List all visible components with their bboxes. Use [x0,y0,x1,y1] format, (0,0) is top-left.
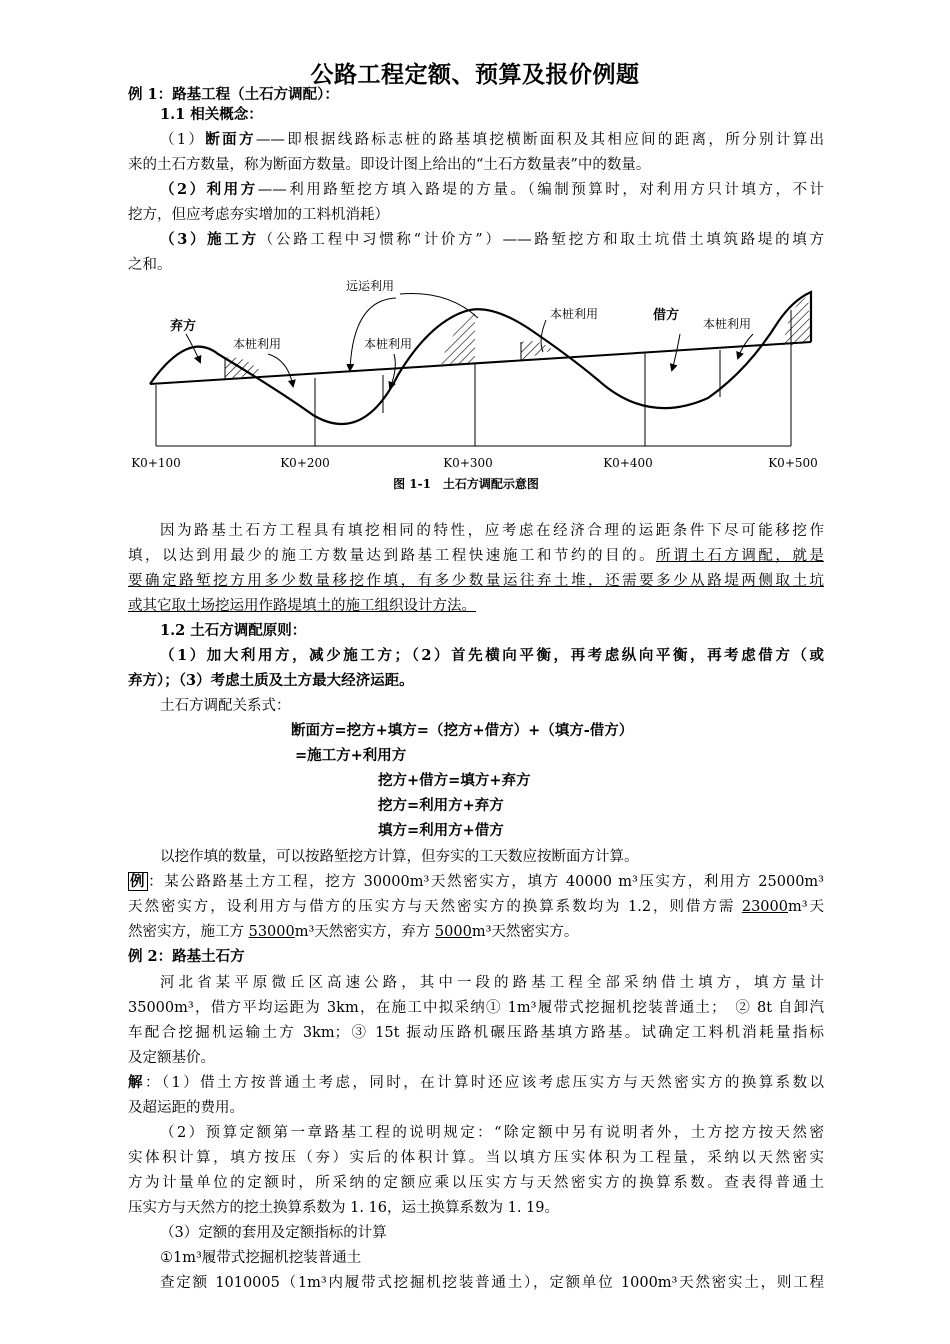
concept-2-line2: 挖方，但应考虑夯实增加的工料机消耗） [128,207,389,223]
concept-3-line1 [160,227,824,253]
example-text: m³天然密实方。 [471,924,579,940]
solution-2-line1: （2）预算定额第一章路基工程的说明规定：“除定额中另有说明者外，土方挖方按天然密 [160,1125,824,1141]
station-label: K0+400 [603,456,653,470]
formula-5: 填方=利用方+借方 [378,822,504,839]
para1-underlined-end: 或其它取土场挖运用作路堤填土的施工组织设计方法。 [128,598,476,614]
example-text: m³天然密实方，弃方 [294,924,435,940]
station-label: K0+500 [768,456,818,470]
answer-borrow: 23000 [741,899,788,915]
para1-line4 [128,593,824,619]
arrow-far-haul-source [400,294,478,319]
concept-1-line1 [160,127,824,153]
para1-line2 [128,543,824,569]
example2-line4: 及定额基价。 [128,1050,215,1066]
formula-3: 挖方+借方=填方+弃方 [378,772,531,789]
concept-3-term: （3）施工方 [160,231,259,248]
earthwork-diagram [128,270,828,496]
station-label: K0+200 [280,456,330,470]
solution-3-heading: （3）定额的套用及定额指标的计算 [160,1225,387,1241]
concept-3-text: （公路工程中习惯称“计价方”）——路堑挖方和取土坑借土填筑路堤的填方 [258,232,825,248]
concept-3-line2: 之和。 [128,257,172,273]
example2-heading: 例 2：路基土石方 [128,948,245,965]
example2-line1: 河北省某平原微丘区高速公路，其中一段的路基工程全部采纳借土填方，填方量计 [160,975,824,991]
para1-line1: 因为路基土石方工程具有填挖相同的特性，应考虑在经济合理的运距条件下尽可能移挖作 [160,523,824,539]
example-line2 [128,894,824,920]
solution-text: ：（1）借土方按普通土考虑，同时，在计算时还应该考虑压实方与天然密实方的换算系数以 [144,1075,824,1091]
principle-line1: （1）加大利用方，减少施工方；（2）首先横向平衡，再考虑纵向平衡，再考虑借方（或 [160,647,824,664]
note-line: 以挖作填的数量，可以按路堑挖方计算，但夯实的工天数应按断面方计算。 [160,849,639,865]
concept-1-num: （1） [160,132,206,148]
label-onsite-use-2: 本桩利用 [364,337,413,351]
cut-hatch [440,310,475,364]
section-1-1-heading: 1.1 相关概念： [160,106,263,123]
example1-heading: 例 1：路基工程（土石方调配）： [128,86,339,103]
label-far-haul: 远运利用 [346,279,395,293]
answer-waste: 5000 [434,924,472,940]
example-text: 天然密实方，设利用方与借方的压实方与天然密实方的换算系数均为 1.2，则借方需 [128,899,742,915]
example-tag: 例 [130,873,147,890]
page-title: 公路工程定额、预算及报价例题 [310,61,640,88]
formula-2: =施工方+利用方 [295,747,407,764]
relation-label: 土石方调配关系式： [160,698,291,714]
example2-line3: 车配合挖掘机运输土方 3km；③ 15t 振动压路机碾压路基填方路基。试确定工料机消耗量指标 [128,1025,824,1041]
station-label: K0+100 [131,456,181,470]
formula-4: 挖方=利用方+弃方 [378,797,504,814]
solution-2-line3: 方为计量单位的定额时，所采纳的定额应乘以压实方与天然密实方的换算系数。查表得普通土 [128,1175,824,1191]
solution-label: 解 [128,1074,145,1091]
example2-line2: 35000m³，借方平均运距为 3km，在施工中拟采纳① 1m³履带式挖掘机挖装普通土； ② 8t 自卸汽 [128,1000,824,1016]
para1-line3: 要确定路堑挖方用多少数量移挖作填，有多少数量运往弃土堆，还需要多少从路堤两侧取土坑 [128,573,824,589]
concept-2-text: ——利用路堑挖方填入路堤的方量。（编制预算时，对利用方只计填方，不计 [257,182,825,198]
label-onsite-use-3: 本桩利用 [550,307,599,321]
example-text: m³天 [787,899,824,915]
concept-2-term: （2）利用方 [160,181,258,198]
para1-underlined: 所谓土石方调配，就是 [656,548,825,564]
concept-2-line1 [160,177,824,203]
cut-hatch [521,341,553,360]
solution-2-line4: 压实方与天然方的挖土换算系数为 1. 16，运土换算系数为 1. 19。 [128,1200,560,1216]
figure-caption: 图 1-1 土石方调配示意图 [393,477,539,491]
concept-1-term: 断面方 [205,131,256,148]
arrow-onsite-use-1 [268,354,293,386]
concept-1-text: ——即根据线路标志桩的路基填挖横断面积及其相应间的距离，所分别计算出 [255,132,825,148]
station-label: K0+300 [443,456,493,470]
example-text: ：某公路路基土方工程，挖方 30000m³天然密实方，填方 40000 m³压实方，利用方 25000m³ [148,874,824,890]
solution-line1 [128,1070,824,1096]
section-1-2-heading: 1.2 土石方调配原则： [160,622,307,639]
cut-hatch [783,296,811,347]
arrow-borrow [672,334,680,370]
solution-line2: 及超运距的费用。 [128,1100,244,1116]
label-borrow: 借方 [653,308,680,323]
arrow-far-haul [350,298,396,370]
solution-3-item1-text: 查定额 1010005（1m³内履带式挖掘机挖装普通土），定额单位 1000m³天然密实土，则工程 [160,1275,824,1291]
example-text: 然密实方，施工方 [128,924,249,940]
label-onsite-use-1: 本桩利用 [233,337,282,351]
label-waste: 弃方 [170,319,197,334]
answer-construction: 53000 [248,924,295,940]
concept-1-line2: 来的土石方数量，称为断面方数量。即设计图上给出的“土石方数量表”中的数量。 [128,157,651,173]
solution-2-line2: 实体积计算，填方按压（夯）实后的体积计算。当以填方压实体积为工程量，采纳以天然密实 [128,1150,824,1166]
principle-line2: 弃方）；（3）考虑土质及土方最大经济运距。 [128,672,414,689]
example-line3 [128,919,824,945]
label-onsite-use-4: 本桩利用 [703,317,752,331]
example-line1 [128,869,824,895]
ground-profile [150,292,811,424]
formula-1: 断面方=挖方+填方=（挖方+借方）+（填方-借方） [291,722,634,739]
para1-text: 填，以达到用最少的施工方数量达到路基工程快速施工和节约的目的。 [128,548,657,564]
solution-3-item1: ①1m³履带式挖掘机挖装普通土 [160,1250,362,1266]
